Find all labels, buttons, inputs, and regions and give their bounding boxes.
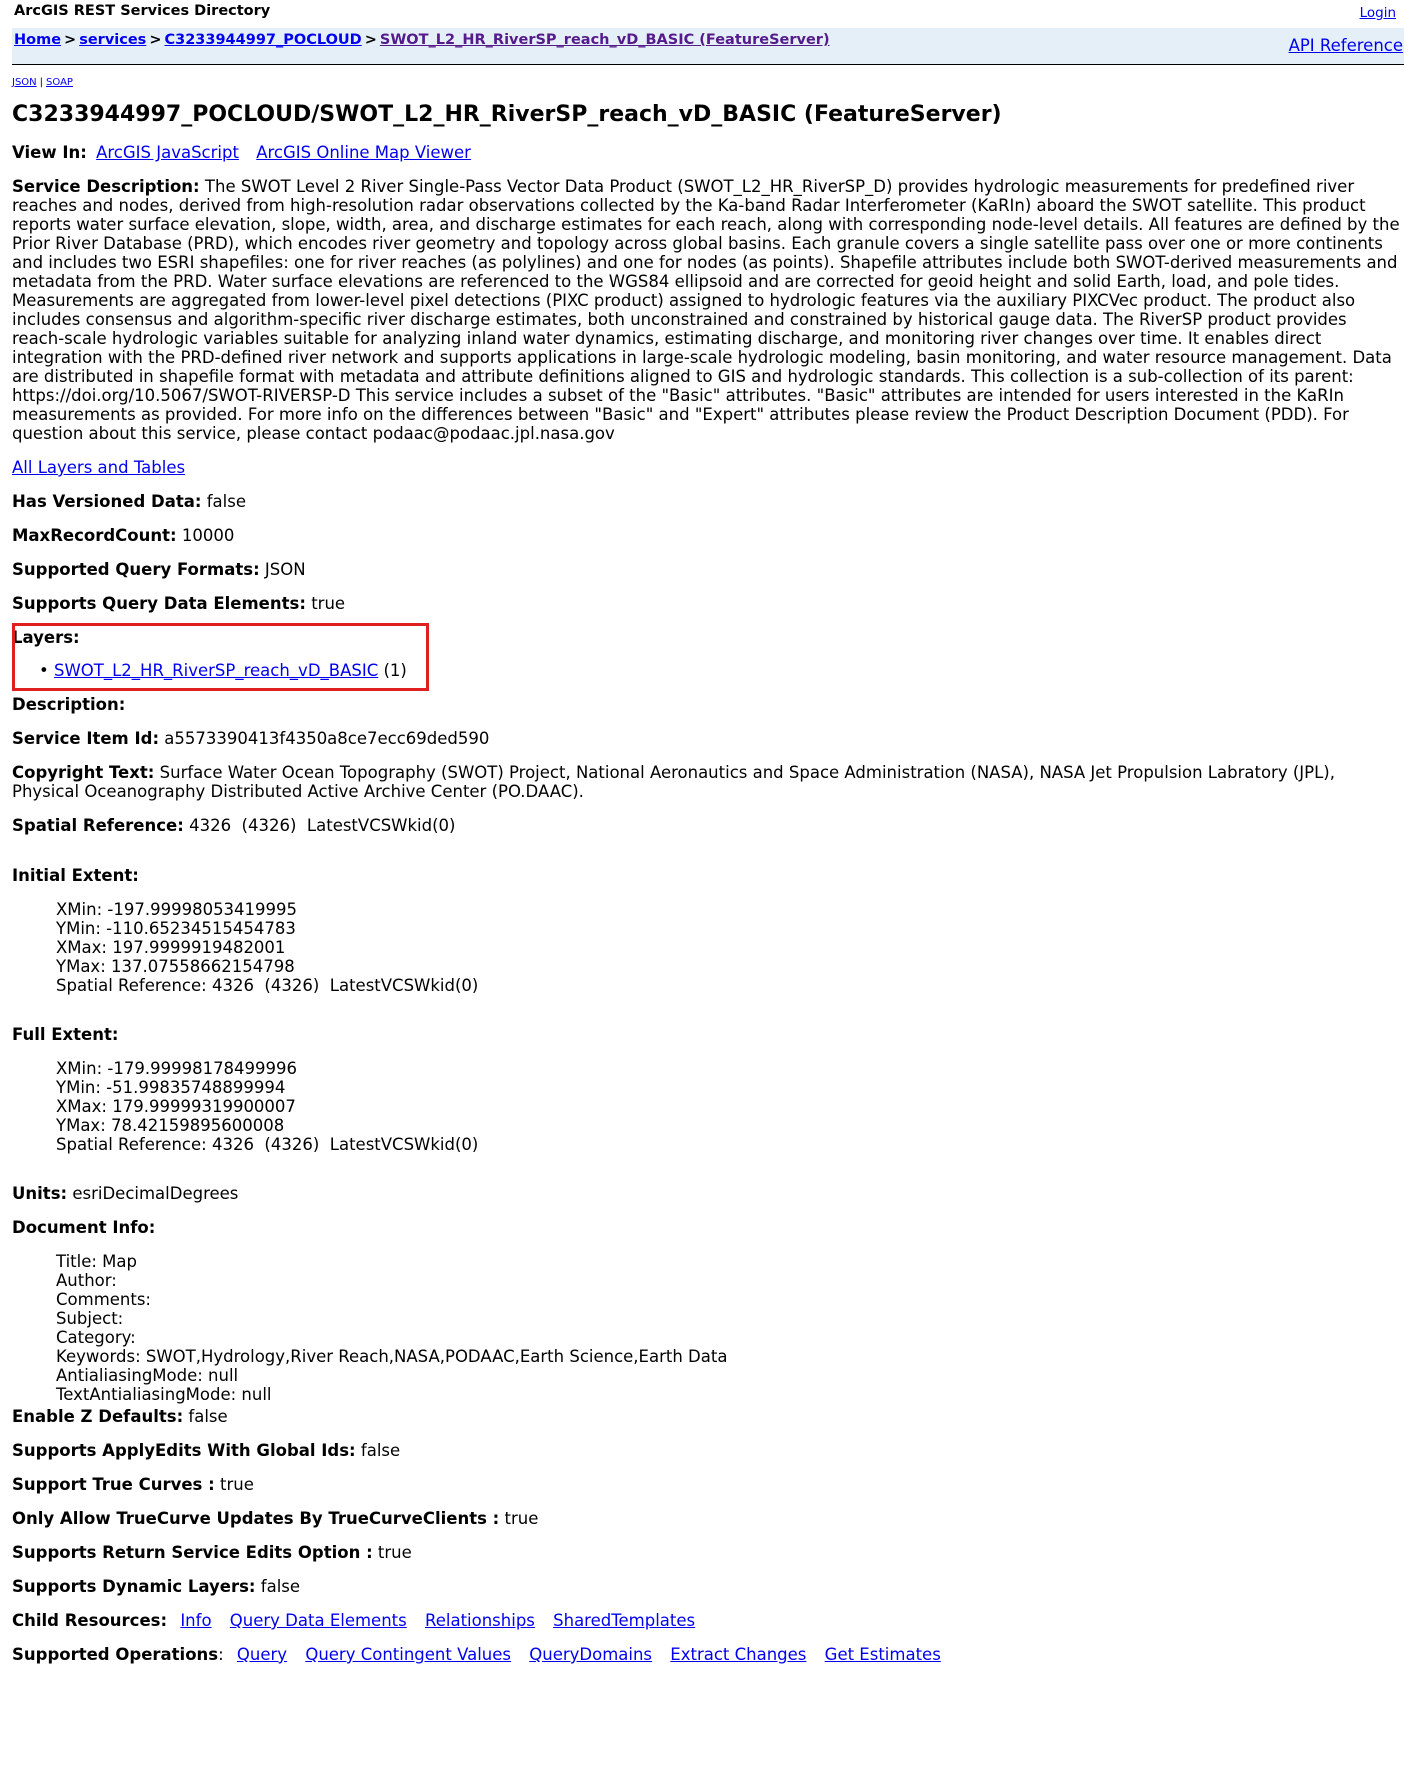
field-label: Full Extent: bbox=[12, 1025, 119, 1044]
supports-dynamic-layers-row bbox=[12, 1577, 1404, 1596]
api-reference-link[interactable]: API Reference bbox=[1288, 36, 1403, 55]
has-versioned-data-row bbox=[12, 492, 1404, 511]
field-label: Support True Curves : bbox=[12, 1475, 215, 1494]
layers-section bbox=[12, 628, 1404, 680]
field-value: esriDecimalDegrees bbox=[72, 1184, 239, 1203]
child-resource-info-link[interactable]: Info bbox=[180, 1611, 212, 1630]
operation-get-estimates-link[interactable]: Get Estimates bbox=[824, 1645, 941, 1664]
json-format-link[interactable]: JSON bbox=[12, 77, 37, 88]
extent-xmin: XMin: -197.99998053419995 bbox=[56, 900, 298, 919]
field-label: Supports Query Data Elements: bbox=[12, 594, 306, 613]
child-resource-relationships-link[interactable]: Relationships bbox=[425, 1611, 535, 1630]
document-info-values bbox=[56, 1252, 1404, 1404]
nav-bar bbox=[12, 28, 1404, 65]
full-extent-values bbox=[56, 1059, 1404, 1154]
breadcrumb-separator: > bbox=[64, 32, 77, 48]
only-allow-truecurve-row bbox=[12, 1509, 1404, 1528]
field-label: Supported Operations bbox=[12, 1645, 219, 1664]
field-value: true bbox=[219, 1475, 254, 1494]
child-resource-shared-templates-link[interactable]: SharedTemplates bbox=[553, 1611, 696, 1630]
supports-return-service-edits-row bbox=[12, 1543, 1404, 1562]
breadcrumb-separator: > bbox=[149, 32, 162, 48]
field-label: Units: bbox=[12, 1184, 68, 1203]
all-layers-row bbox=[12, 458, 1404, 477]
field-label: Supports Dynamic Layers: bbox=[12, 1577, 256, 1596]
doc-author: Author: bbox=[56, 1271, 117, 1290]
operation-query-contingent-values-link[interactable]: Query Contingent Values bbox=[305, 1645, 512, 1664]
breadcrumb-separator: > bbox=[364, 32, 377, 48]
view-in-label: View In: bbox=[12, 143, 87, 162]
initial-extent-values bbox=[56, 900, 1404, 995]
extent-ymin: YMin: -51.99835748899994 bbox=[56, 1078, 286, 1097]
breadcrumb-services[interactable]: services bbox=[79, 32, 147, 48]
description-row bbox=[12, 695, 1404, 714]
max-record-count-row bbox=[12, 526, 1404, 545]
extent-xmax: XMax: 179.99999319900007 bbox=[56, 1097, 296, 1116]
field-value: false bbox=[260, 1577, 301, 1596]
field-value: false bbox=[188, 1407, 228, 1426]
page-title: C3233944997_POCLOUD/SWOT_L2_HR_RiverSP_reach_vD_BASIC (FeatureServer) bbox=[12, 102, 1002, 127]
field-label: Service Item Id: bbox=[12, 729, 160, 748]
app-title: ArcGIS REST Services Directory bbox=[14, 3, 271, 19]
field-label: Initial Extent: bbox=[12, 866, 139, 885]
format-separator: | bbox=[39, 77, 44, 88]
copyright-row bbox=[12, 763, 1404, 801]
breadcrumb-folder[interactable]: C3233944997_POCLOUD bbox=[164, 32, 362, 48]
field-label: Supports ApplyEdits With Global Ids: bbox=[12, 1441, 356, 1460]
layers-label: Layers: bbox=[12, 628, 80, 647]
field-label: Enable Z Defaults: bbox=[12, 1407, 184, 1426]
login-link[interactable]: Login bbox=[1359, 5, 1396, 21]
service-item-id-row bbox=[12, 729, 1404, 748]
field-label: Child Resources: bbox=[12, 1611, 168, 1630]
field-label: Spatial Reference: bbox=[12, 816, 184, 835]
view-in-row bbox=[12, 143, 1404, 162]
document-info-section bbox=[12, 1218, 1404, 1404]
title-bar bbox=[12, 0, 1404, 22]
highlight-box bbox=[12, 623, 429, 691]
initial-extent-section bbox=[12, 866, 1404, 995]
field-value: false bbox=[360, 1441, 401, 1460]
doc-title: Title: Map bbox=[56, 1252, 137, 1271]
view-in-arcgis-javascript-link[interactable]: ArcGIS JavaScript bbox=[96, 143, 239, 162]
extent-xmax: XMax: 197.9999919482001 bbox=[56, 938, 286, 957]
field-label: Supports Return Service Edits Option : bbox=[12, 1543, 373, 1562]
field-value: a5573390413f4350a8ce7ecc69ded590 bbox=[164, 729, 490, 748]
extent-ymax: YMax: 137.07558662154798 bbox=[56, 957, 295, 976]
enable-z-defaults-row bbox=[12, 1407, 1404, 1426]
support-true-curves-row bbox=[12, 1475, 1404, 1494]
doc-antialiasing: AntialiasingMode: null bbox=[56, 1366, 239, 1385]
field-label-colon: : bbox=[218, 1645, 224, 1664]
field-label: Copyright Text: bbox=[12, 763, 155, 782]
field-value: true bbox=[504, 1509, 539, 1528]
field-label: MaxRecordCount: bbox=[12, 526, 177, 545]
all-layers-and-tables-link[interactable]: All Layers and Tables bbox=[12, 458, 186, 477]
doc-category: Category: bbox=[56, 1328, 136, 1347]
field-value: true bbox=[311, 594, 346, 613]
operation-query-domains-link[interactable]: QueryDomains bbox=[529, 1645, 653, 1664]
supported-operations-row bbox=[12, 1645, 1404, 1664]
operation-query-link[interactable]: Query bbox=[236, 1645, 288, 1664]
format-links bbox=[12, 73, 1404, 87]
breadcrumb-current[interactable]: SWOT_L2_HR_RiverSP_reach_vD_BASIC (FeatureServer) bbox=[379, 32, 830, 48]
supported-query-formats-row bbox=[12, 560, 1404, 579]
units-row bbox=[12, 1184, 1404, 1203]
layer-link[interactable]: SWOT_L2_HR_RiverSP_reach_vD_BASIC bbox=[54, 661, 379, 680]
view-in-arcgis-online-link[interactable]: ArcGIS Online Map Viewer bbox=[256, 143, 471, 162]
extent-spatial-reference: Spatial Reference: 4326 (4326) LatestVCSWkid(0) bbox=[56, 1135, 479, 1154]
service-description-label: Service Description: bbox=[12, 177, 200, 196]
operation-extract-changes-link[interactable]: Extract Changes bbox=[670, 1645, 807, 1664]
layer-id: (1) bbox=[383, 661, 407, 680]
field-label: Has Versioned Data: bbox=[12, 492, 202, 511]
field-label: Description: bbox=[12, 695, 126, 714]
child-resources-row bbox=[12, 1611, 1404, 1630]
extent-xmin: XMin: -179.99998178499996 bbox=[56, 1059, 298, 1078]
soap-format-link[interactable]: SOAP bbox=[46, 77, 73, 88]
field-value: JSON bbox=[264, 560, 306, 579]
layer-list-item bbox=[54, 661, 1404, 680]
doc-keywords: Keywords: SWOT,Hydrology,River Reach,NASA,PODAAC,Earth Science,Earth Data bbox=[56, 1347, 728, 1366]
supports-apply-edits-row bbox=[12, 1441, 1404, 1460]
doc-subject: Subject: bbox=[56, 1309, 124, 1328]
breadcrumb bbox=[14, 31, 830, 50]
breadcrumb-home[interactable]: Home bbox=[14, 32, 62, 48]
field-label: Supported Query Formats: bbox=[12, 560, 260, 579]
field-label: Document Info: bbox=[12, 1218, 156, 1237]
child-resource-query-data-elements-link[interactable]: Query Data Elements bbox=[229, 1611, 407, 1630]
field-value: 10000 bbox=[181, 526, 235, 545]
extent-ymax: YMax: 78.42159895600008 bbox=[56, 1116, 285, 1135]
extent-spatial-reference: Spatial Reference: 4326 (4326) LatestVCSWkid(0) bbox=[56, 976, 479, 995]
field-value: 4326 (4326) LatestVCSWkid(0) bbox=[189, 816, 456, 835]
field-value: false bbox=[206, 492, 246, 511]
service-description-text: The SWOT Level 2 River Single-Pass Vector Data Product (SWOT_L2_HR_RiverSP_D) provides hydrologic measurements for predefined river reaches and nodes, derived from high-resolution radar observations collected by the Ka-band Radar Interferometer (KaRIn) aboard the SWOT satellite. This product reports water surface elevation, slope, width, area, and discharge estimates for each reach, along with corresponding node-level details. All features are defined by the Prior River Database (PRD), which encodes river geometry and topology across global basins. Each granule covers a single satellite pass over one or more continents and includes two ESRI shapefiles: one for river reaches (as polylines) and one for nodes (as points). Shapefile attributes include both SWOT-derived measurements and metadata from the PRD. Water surface elevations are referenced to the WGS84 ellipsoid and are corrected for geoid height and solid Earth, load, and pole tides. Measurements are aggregated from lower-level pixel detections (PIXC product) assigned to hydrologic features via the auxiliary PIXCVec product. The product also includes consensus and algorithm-specific river discharge estimates, both unconstrained and constrained by historical gauge data. The RiverSP product provides reach-scale hydrologic variables suitable for analyzing inland water dynamics, estimating discharge, and monitoring river changes over time. It enables direct integration with the PRD-defined river network and supports applications in large-scale hydrologic modeling, basin monitoring, and water resource management. Data are distributed in shapefile format with metadata and attribute definitions aligned to GIS and hydrologic standards. This collection is a sub-collection of its parent: https://doi.org/10.5067/SWOT-RIVERSP-D This service includes a subset of the "Basic" attributes. "Basic" attributes are intended for users interested in the KaRIn measurements as provided. For more info on the differences between "Basic" and "Expert" attributes please review the Product Description Document (PDD). For question about this service, please contact podaac@podaac.jpl.nasa.gov bbox=[12, 177, 1400, 443]
spatial-reference-row bbox=[12, 816, 1404, 835]
service-description bbox=[12, 177, 1404, 443]
field-value: true bbox=[377, 1543, 412, 1562]
extent-ymin: YMin: -110.65234515454783 bbox=[56, 919, 296, 938]
field-value: Surface Water Ocean Topography (SWOT) Project, National Aeronautics and Space Administration (NASA), NASA Jet Propulsion Labratory (JPL), Physical Oceanography Distributed Active Archive Center (PO.DAAC). bbox=[12, 763, 1335, 801]
doc-comments: Comments: bbox=[56, 1290, 151, 1309]
full-extent-section bbox=[12, 1025, 1404, 1154]
field-label: Only Allow TrueCurve Updates By TrueCurveClients : bbox=[12, 1509, 500, 1528]
doc-text-antialiasing: TextAntialiasingMode: null bbox=[56, 1385, 272, 1404]
supports-query-data-elements-row bbox=[12, 594, 1404, 613]
